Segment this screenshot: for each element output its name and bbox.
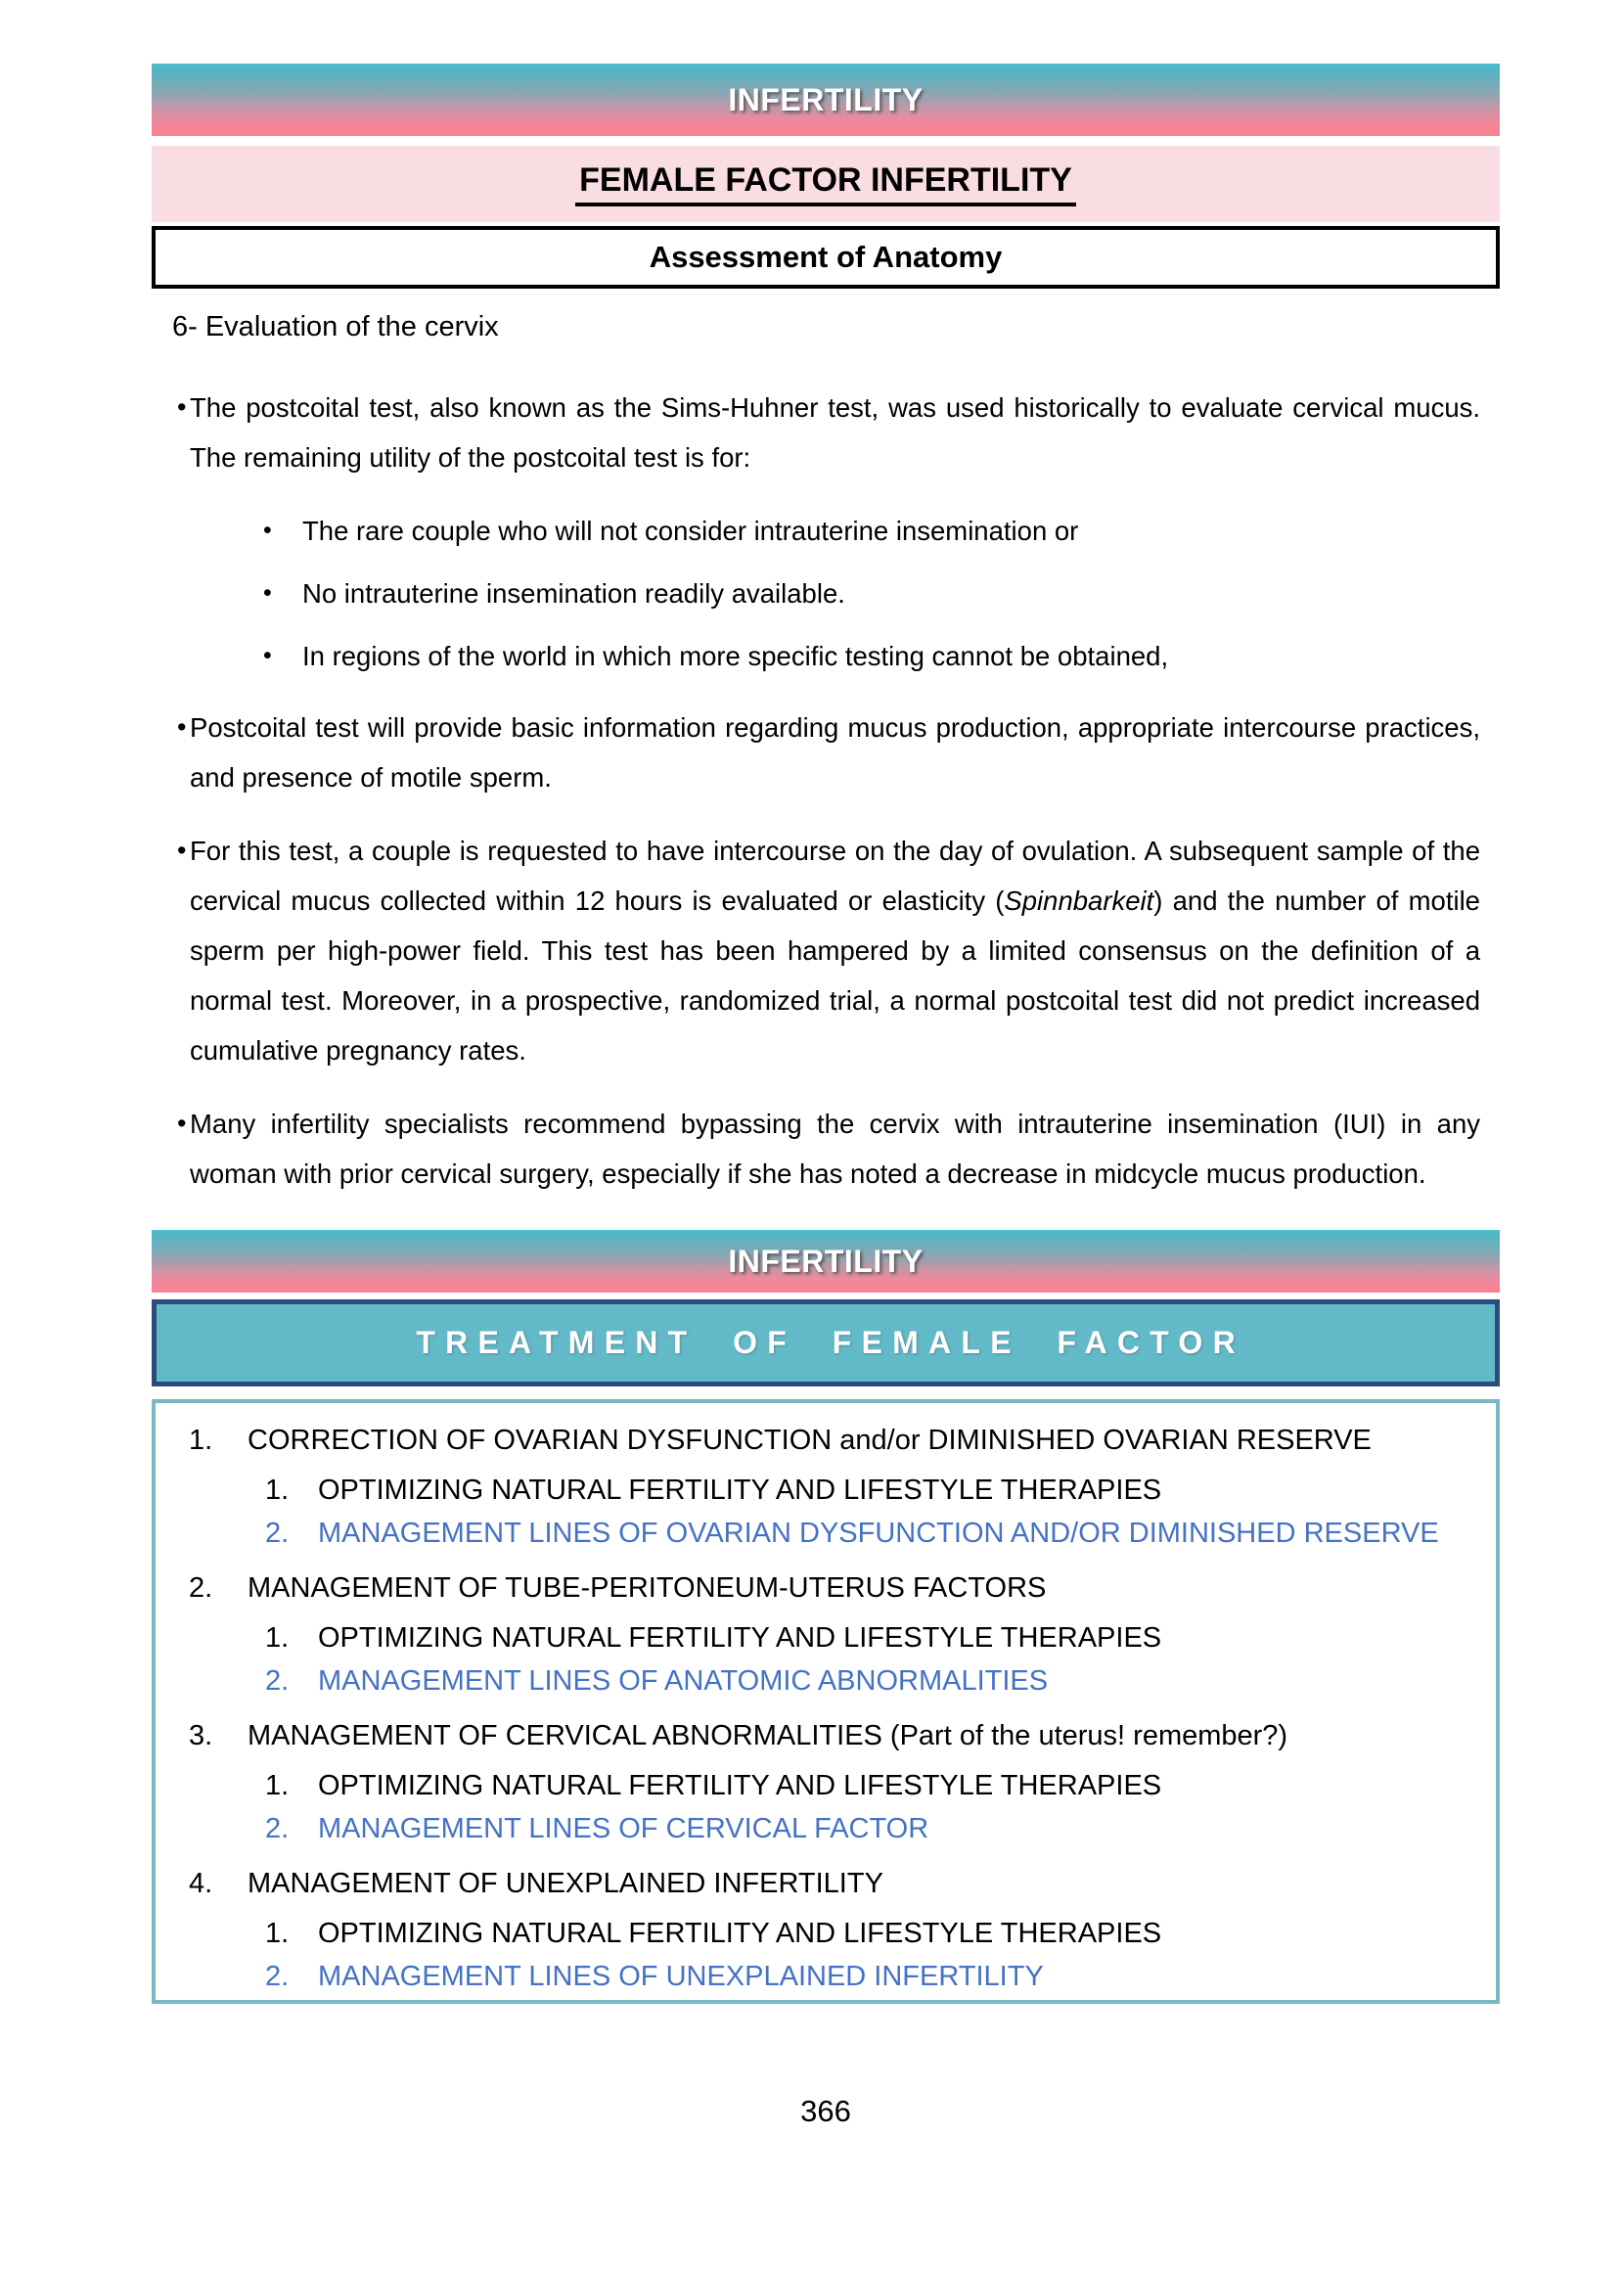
sub-item-list [171,1616,1476,1702]
sub-bullet-item [152,506,1500,556]
section-banner-infertility [152,1230,1500,1293]
assessment-title: Assessment of Anatomy [649,240,1003,274]
sub-bullet-item [152,568,1500,618]
list-subitem-link-style [171,1659,1476,1702]
treatment-list-box [152,1399,1500,2004]
subitem-number: 1. [265,1475,290,1506]
list-item-main [171,1714,1476,1757]
list-item-main [171,1566,1476,1610]
subitem-number: 2. [265,1813,290,1844]
list-subitem [171,1469,1476,1512]
bullet-item [152,1099,1500,1199]
list-subitem [171,1616,1476,1659]
section-banner-infertility [152,64,1500,136]
assessment-of-anatomy-box [152,226,1500,289]
bullet-text [190,826,1500,1075]
bullet-text: Many infertility specialists recommend bypassing the cervix with intrauterine insemination (IUI) in any woman with prior cervical surgery, especially if she has noted a decrease in midcycle mucus production. [190,1109,1480,1189]
item-text: MANAGEMENT OF CERVICAL ABNORMALITIES (Part of the uterus! remember?) [248,1720,1288,1751]
subitem-number: 1. [265,1770,290,1801]
subitem-text: MANAGEMENT LINES OF UNEXPLAINED INFERTILITY [318,1961,1044,1992]
sub-bullet-list [152,506,1500,681]
item-text: MANAGEMENT OF UNEXPLAINED INFERTILITY [248,1868,883,1899]
list-item-main [171,1862,1476,1905]
banner-title: INFERTILITY [728,1243,924,1279]
subitem-number: 2. [265,1665,290,1697]
female-factor-title: FEMALE FACTOR INFERTILITY [575,161,1076,206]
sub-item-list [171,1469,1476,1555]
treatment-group [171,1419,1476,1555]
bullet-glyph: • [177,1109,187,1138]
subitem-text: MANAGEMENT LINES OF ANATOMIC ABNORMALITIES [318,1665,1049,1697]
spinnbarkeit-italic: Spinnbarkeit [1004,885,1154,916]
sub-bullet-text: No intrauterine insemination readily available. [302,578,845,609]
subitem-number: 2. [265,1518,290,1549]
sub-item-list [171,1912,1476,1998]
sub-item-list [171,1764,1476,1850]
list-subitem [171,1912,1476,1955]
sub-bullet-item [152,631,1500,681]
subitem-number: 1. [265,1918,290,1949]
treatment-group [171,1714,1476,1850]
bullet-text-part: ) and the number of motile sperm per high-power field. This test has been hampered by a limited consensus on the definition of a normal test. Moreover, in a prospective, randomized trial, a normal postcoital test did not predict increased cumulative pregnancy rates. [190,885,1480,1066]
bullet-item [152,383,1500,482]
item-number: 3. [189,1720,213,1751]
treatment-group [171,1862,1476,1998]
treatment-of-female-factor-box [152,1299,1500,1386]
page-number: 366 [800,2094,851,2128]
bullet-glyph: • [177,712,187,742]
list-item-main [171,1419,1476,1462]
subitem-text: OPTIMIZING NATURAL FERTILITY AND LIFESTYLE THERAPIES [318,1770,1162,1801]
bullet-glyph: • [263,517,272,544]
bullet-glyph: • [263,579,272,607]
item-text: CORRECTION OF OVARIAN DYSFUNCTION and/or DIMINISHED OVARIAN RESERVE [248,1425,1372,1456]
subitem-text: OPTIMIZING NATURAL FERTILITY AND LIFESTYLE THERAPIES [318,1475,1162,1506]
bullet-list [152,383,1500,1199]
bullet-glyph: • [177,392,187,422]
sub-bullet-text: In regions of the world in which more specific testing cannot be obtained, [302,641,1169,671]
subitem-number: 2. [265,1961,290,1992]
item-number: 2. [189,1572,213,1604]
list-subitem-link-style [171,1807,1476,1850]
subitem-text: OPTIMIZING NATURAL FERTILITY AND LIFESTYLE THERAPIES [318,1918,1162,1949]
bullet-glyph: • [263,642,272,669]
list-subitem-link-style [171,1512,1476,1555]
treatment-group [171,1566,1476,1702]
subitem-text: MANAGEMENT LINES OF OVARIAN DYSFUNCTION AND/OR DIMINISHED RESERVE [318,1518,1439,1549]
bullet-item [152,826,1500,1075]
item-number: 4. [189,1868,213,1899]
sub-bullet-text: The rare couple who will not consider intrauterine insemination or [302,516,1079,546]
bullet-glyph: • [177,836,187,865]
list-subitem-link-style [171,1955,1476,1998]
item-number: 1. [189,1425,213,1456]
subitem-number: 1. [265,1622,290,1654]
treatment-title: TREATMENT OF FEMALE FACTOR [416,1325,1245,1360]
bullet-item [152,703,1500,802]
subitem-text: MANAGEMENT LINES OF CERVICAL FACTOR [318,1813,929,1844]
cervix-evaluation-heading: 6- Evaluation of the cervix [172,311,499,342]
item-text: MANAGEMENT OF TUBE-PERITONEUM-UTERUS FACTORS [248,1572,1047,1604]
bullet-text: The postcoital test, also known as the Sims-Huhner test, was used historically to evaluate cervical mucus. The remaining utility of the postcoital test is for: [190,392,1480,473]
bullet-text: Postcoital test will provide basic information regarding mucus production, appropriate intercourse practices, and presence of motile sperm. [190,712,1480,793]
bullet-text-part: For this test, a couple is requested to have intercourse on the day of ovulation. A subsequent sample of the cervical mucus collected within 12 hours is evaluated or elasticity ( [190,836,1480,916]
list-subitem [171,1764,1476,1807]
banner-title: INFERTILITY [728,81,924,117]
page-content [152,64,1500,2129]
subitem-text: OPTIMIZING NATURAL FERTILITY AND LIFESTYLE THERAPIES [318,1622,1162,1654]
female-factor-title-band [152,146,1500,222]
